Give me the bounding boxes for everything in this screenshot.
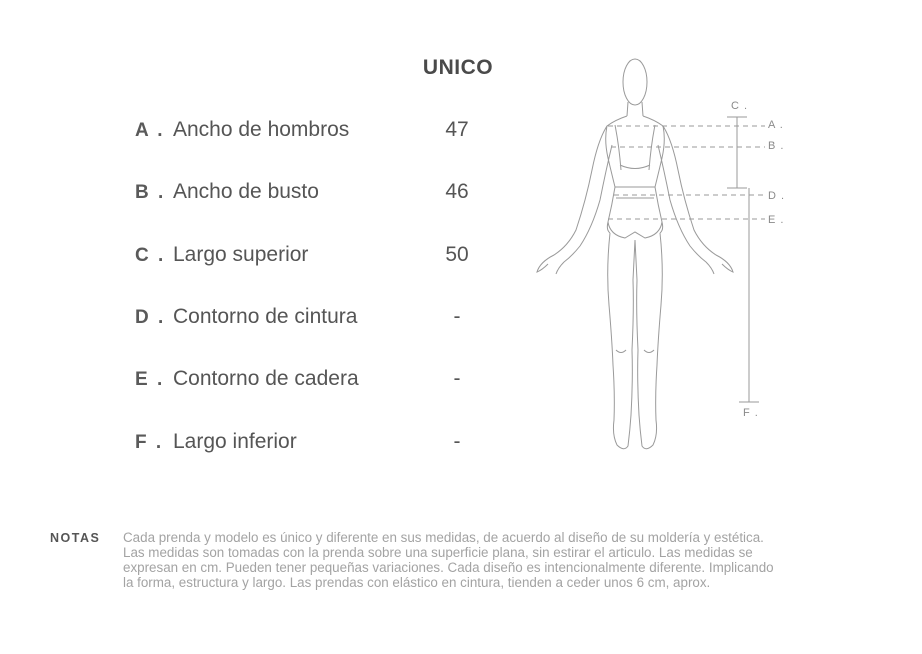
notes-line: Las medidas son tomadas con la prenda sobre una superficie plana, sin estirar el articulo. Las medidas se — [123, 545, 753, 560]
measurement-letter: A . — [135, 120, 165, 141]
measurement-value: 47 — [445, 118, 469, 141]
figure-label-f: F . — [743, 407, 759, 419]
figure-label-b: B . — [768, 140, 785, 152]
notes-text — [123, 530, 883, 590]
body-measurement-figure — [520, 50, 800, 460]
measurement-value: - — [453, 430, 461, 453]
measurement-value: 46 — [445, 180, 469, 203]
measurement-name: Largo inferior — [173, 430, 297, 453]
notes-line: Cada prenda y modelo es único y diferente en sus medidas, de acuerdo al diseño de su moldería y estética. — [123, 530, 764, 545]
notes-line: expresan en cm. Pueden tener pequeñas variaciones. Cada diseño es intencionalmente diferente. Implicando — [123, 560, 774, 575]
measurement-letter: E . — [135, 369, 165, 390]
measurement-row-f — [135, 428, 495, 458]
measurement-letter: B . — [135, 182, 166, 203]
measurement-row-e — [135, 365, 495, 395]
measurement-value: 50 — [445, 243, 469, 266]
measurement-row-c — [135, 241, 495, 271]
measurement-name: Largo superior — [173, 243, 309, 266]
figure-label-e: E . — [768, 214, 785, 226]
measurement-name: Ancho de busto — [173, 180, 319, 203]
notes-line: la forma, estructura y largo. Las prendas con elástico en cintura, tienden a ceder unos 6 cm, aprox. — [123, 575, 711, 590]
size-header: UNICO — [422, 56, 494, 79]
measurement-guides — [608, 117, 765, 402]
measurement-row-a — [135, 116, 495, 146]
mannequin-outline — [537, 59, 733, 449]
measurement-row-d — [135, 303, 495, 333]
notes-title: NOTAS — [50, 531, 101, 545]
measurement-row-b — [135, 178, 495, 208]
measurement-letter: C . — [135, 245, 166, 266]
measurement-name: Contorno de cintura — [173, 305, 358, 328]
measurement-value: - — [453, 305, 461, 328]
measurement-value: - — [453, 367, 461, 390]
measurement-name: Contorno de cadera — [173, 367, 359, 390]
figure-label-c: C . — [731, 100, 749, 112]
figure-label-d: D . — [768, 190, 786, 202]
measurement-letter: F . — [135, 432, 164, 453]
measurement-name: Ancho de hombros — [173, 118, 350, 141]
measurement-letter: D . — [135, 307, 166, 328]
figure-label-a: A . — [768, 119, 784, 131]
